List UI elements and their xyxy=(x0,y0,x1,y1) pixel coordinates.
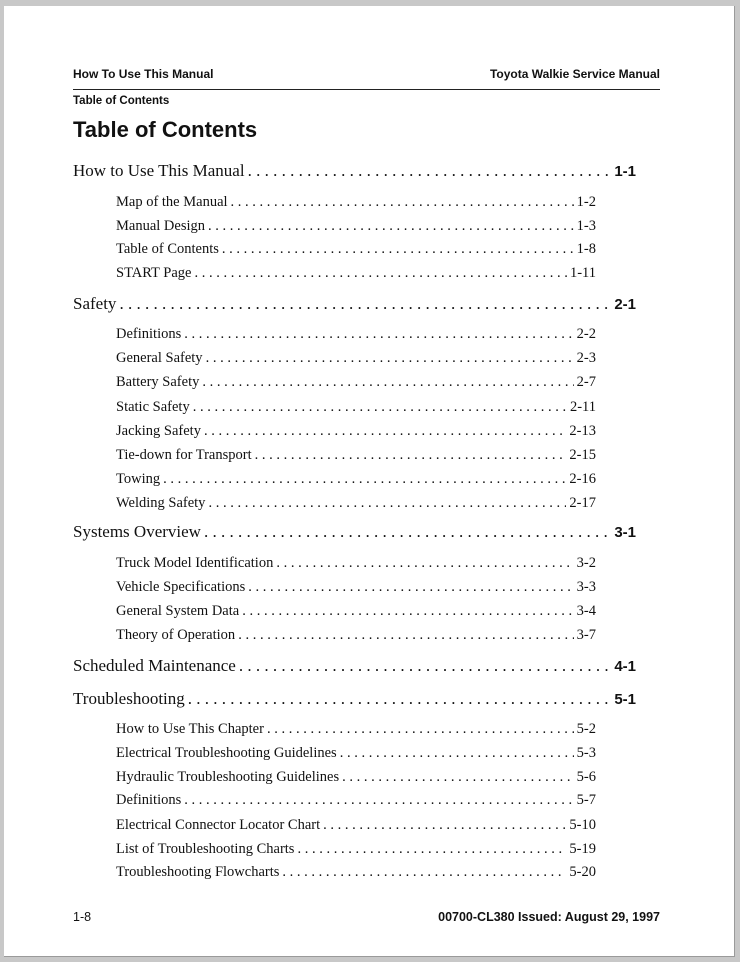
toc-page-number: 2-15 xyxy=(569,447,596,463)
toc-chapter-entry[interactable] xyxy=(73,689,636,709)
dot-leader xyxy=(267,721,574,738)
footer-page-number: 1-8 xyxy=(73,910,92,924)
toc-subentry[interactable] xyxy=(116,265,596,282)
dot-leader xyxy=(206,350,574,367)
dot-leader xyxy=(248,579,573,596)
toc-entry-label: List of Troubleshooting Charts xyxy=(116,841,295,857)
header-manual-title: Toyota Walkie Service Manual xyxy=(489,67,660,81)
toc-entry-label: Hydraulic Troubleshooting Guidelines xyxy=(116,769,340,785)
dot-leader xyxy=(340,745,574,762)
toc-entry-label: Theory of Operation xyxy=(116,627,236,643)
toc-entry-label: Tie-down for Transport xyxy=(116,447,252,463)
toc-chapter-entry[interactable] xyxy=(73,656,636,676)
toc-entry-label: Jacking Safety xyxy=(116,423,201,439)
toc-page-number: 2-13 xyxy=(569,423,596,439)
toc-entry-label: Battery Safety xyxy=(116,374,200,390)
dot-leader xyxy=(193,399,567,416)
toc-page-number: 2-3 xyxy=(576,350,596,366)
running-header xyxy=(73,67,660,90)
toc-page-number: 3-2 xyxy=(576,555,596,571)
dot-leader xyxy=(188,689,612,709)
toc-page-number: 5-10 xyxy=(569,817,596,833)
toc-page-number: 1-2 xyxy=(576,194,596,210)
toc-subentry[interactable] xyxy=(116,627,596,644)
dot-leader xyxy=(208,495,566,512)
dot-leader xyxy=(204,522,611,542)
dot-leader xyxy=(231,194,574,211)
toc-subentry[interactable] xyxy=(116,423,596,440)
toc-entry-label: Map of the Manual xyxy=(116,194,228,210)
toc-subentry[interactable] xyxy=(116,471,596,488)
toc-entry-label: Electrical Connector Locator Chart xyxy=(116,817,321,833)
toc-subentry[interactable] xyxy=(116,864,596,881)
toc-subentry[interactable] xyxy=(116,579,596,596)
toc-chapter-entry[interactable] xyxy=(73,522,636,542)
dot-leader xyxy=(184,326,573,343)
toc-subentry[interactable] xyxy=(116,326,596,343)
toc-page-number: 1-1 xyxy=(614,163,636,180)
toc-page-number: 2-16 xyxy=(569,471,596,487)
toc-entry-label: Definitions xyxy=(116,792,182,808)
toc-entry-label: How to Use This Manual xyxy=(73,161,245,180)
toc-chapter-entry[interactable] xyxy=(73,294,636,314)
toc-subentry[interactable] xyxy=(116,241,596,258)
toc-entry-label: Truck Model Identification xyxy=(116,555,274,571)
toc-page-number: 3-3 xyxy=(576,579,596,595)
toc-entry-label: Electrical Troubleshooting Guidelines xyxy=(116,745,337,761)
section-label: Table of Contents xyxy=(73,95,170,107)
toc-subentry[interactable] xyxy=(116,194,596,211)
toc-entry-label: Vehicle Specifications xyxy=(116,579,246,595)
dot-leader xyxy=(119,294,611,314)
toc-page-number: 2-17 xyxy=(569,495,596,511)
toc-entry-label: How to Use This Chapter xyxy=(116,721,264,737)
dot-leader xyxy=(208,218,574,235)
toc-entry-label: Welding Safety xyxy=(116,495,206,511)
toc-entry-label: Scheduled Maintenance xyxy=(73,656,236,675)
toc-page-number: 5-7 xyxy=(576,792,596,808)
toc-subentry[interactable] xyxy=(116,769,596,786)
dot-leader xyxy=(184,792,573,809)
toc-page-number: 3-7 xyxy=(576,627,596,643)
toc-subentry[interactable] xyxy=(116,495,596,512)
toc-page-number: 4-1 xyxy=(614,658,636,675)
toc-page-number: 1-3 xyxy=(576,218,596,234)
toc-entry-label: General System Data xyxy=(116,603,240,619)
toc-entry-label: Manual Design xyxy=(116,218,205,234)
toc-page-number: 3-4 xyxy=(576,603,596,619)
toc-entry-label: Troubleshooting xyxy=(73,689,185,708)
dot-leader xyxy=(242,603,573,620)
toc-page-number: 5-3 xyxy=(576,745,596,761)
dot-leader xyxy=(194,265,567,282)
toc-subentry[interactable] xyxy=(116,817,596,834)
toc-page-number: 5-6 xyxy=(576,769,596,785)
page-title: Table of Contents xyxy=(73,117,258,142)
toc-entry-label: Static Safety xyxy=(116,399,190,415)
dot-leader xyxy=(204,423,566,440)
toc-entry-label: Definitions xyxy=(116,326,182,342)
dot-leader xyxy=(282,864,566,881)
toc-entry-label: Troubleshooting Flowcharts xyxy=(116,864,280,880)
toc-subentry[interactable] xyxy=(116,721,596,738)
toc-page-number: 2-1 xyxy=(614,296,636,313)
toc-page-number: 1-11 xyxy=(569,265,596,281)
toc-page-number: 2-2 xyxy=(576,326,596,342)
toc-subentry[interactable] xyxy=(116,555,596,572)
dot-leader xyxy=(248,161,612,181)
toc-subentry[interactable] xyxy=(116,447,596,464)
toc-entry-label: Safety xyxy=(73,294,117,313)
toc-subentry[interactable] xyxy=(116,792,596,809)
toc-subentry[interactable] xyxy=(116,603,596,620)
dot-leader xyxy=(163,471,566,488)
dot-leader xyxy=(202,374,573,391)
toc-page-number: 2-11 xyxy=(569,399,596,415)
document-page xyxy=(4,6,735,957)
toc-entry-label: Table of Contents xyxy=(116,241,219,257)
dot-leader xyxy=(323,817,566,834)
header-section-title: How To Use This Manual xyxy=(73,67,214,81)
toc-page-number: 2-7 xyxy=(576,374,596,390)
toc-subentry[interactable] xyxy=(116,218,596,235)
toc-subentry[interactable] xyxy=(116,374,596,391)
toc-entry-label: Systems Overview xyxy=(73,522,201,541)
toc-page-number: 5-19 xyxy=(569,841,596,857)
dot-leader xyxy=(238,627,573,644)
toc-page-number: 5-1 xyxy=(614,691,636,708)
toc-chapter-entry[interactable] xyxy=(73,161,636,181)
toc-entry-label: START Page xyxy=(116,265,192,281)
dot-leader xyxy=(297,841,566,858)
toc-subentry[interactable] xyxy=(116,841,596,858)
toc-page-number: 1-8 xyxy=(576,241,596,257)
toc-page-number: 5-20 xyxy=(569,864,596,880)
dot-leader xyxy=(239,656,611,676)
toc-subentry[interactable] xyxy=(116,745,596,762)
dot-leader xyxy=(276,555,573,572)
dot-leader xyxy=(255,447,567,464)
toc-page-number: 5-2 xyxy=(576,721,596,737)
dot-leader xyxy=(222,241,574,258)
dot-leader xyxy=(342,769,574,786)
toc-entry-label: General Safety xyxy=(116,350,203,366)
toc-subentry[interactable] xyxy=(116,350,596,367)
footer-document-info: 00700-CL380 Issued: August 29, 1997 xyxy=(438,910,660,924)
toc-entry-label: Towing xyxy=(116,471,161,487)
toc-subentry[interactable] xyxy=(116,399,596,416)
toc-page-number: 3-1 xyxy=(614,524,636,541)
